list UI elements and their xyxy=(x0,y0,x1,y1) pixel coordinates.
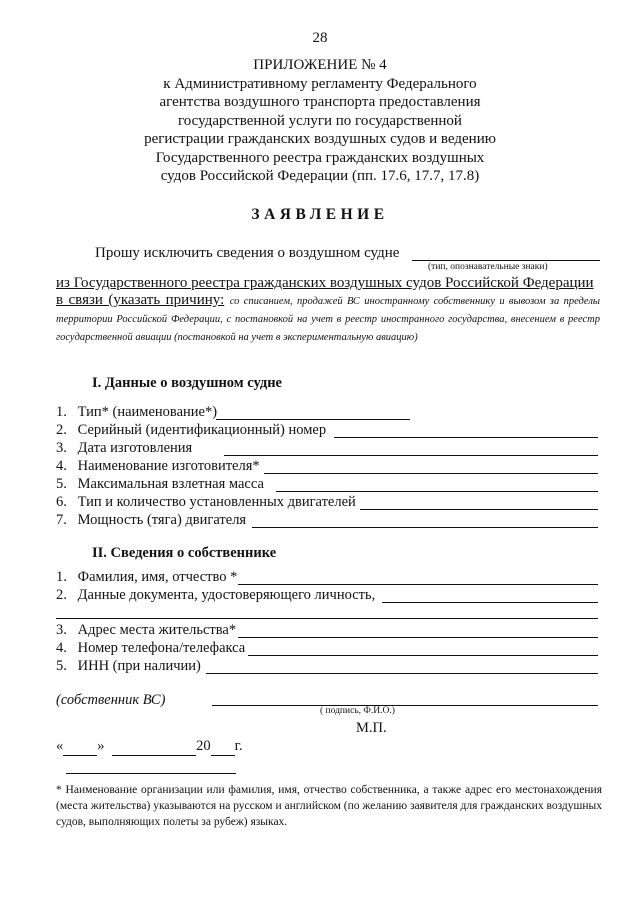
footnote-rule xyxy=(66,773,236,774)
serial-number-field[interactable] xyxy=(334,437,598,438)
reason-text: со списанием, продажей ВС иностранному собственнику и вывозом за пределы территории Российской Федерации, с постановкой на учет в реестр иностранного государства, внесением в реестр государственной авиации (постановкой на учет в экспериментальную авиацию) xyxy=(56,296,601,343)
aircraft-field-note: (тип, опознавательные знаки) xyxy=(428,262,548,272)
form-row: 1. Тип* (наименование*) xyxy=(56,404,218,420)
form-row: 4. Номер телефона/телефакса xyxy=(56,640,246,656)
section-owner-title: II. Сведения о собственнике xyxy=(92,545,277,561)
date-day-field[interactable] xyxy=(63,738,97,756)
appendix-header xyxy=(0,56,640,186)
reason-label: в связи (указать причину: xyxy=(56,292,225,308)
form-row: 1. Фамилия, имя, отчество * xyxy=(56,569,238,585)
identity-document-field[interactable] xyxy=(382,602,598,603)
date-month-field[interactable] xyxy=(112,738,196,756)
date-row: « » 20 г. xyxy=(56,738,243,754)
appendix-line: судов Российской Федерации (пп. 17.6, 17.7, 17.8) xyxy=(160,168,480,184)
owner-label: (собственник ВС) xyxy=(56,692,166,708)
stamp-label: М.П. xyxy=(356,720,387,736)
form-row: 5. ИНН (при наличии) xyxy=(56,658,201,674)
phone-field[interactable] xyxy=(248,655,598,656)
section-aircraft-title: I. Данные о воздушном судне xyxy=(92,375,282,391)
signature-note: ( подпись, Ф.И.О.) xyxy=(320,706,395,716)
form-row: 5. Максимальная взлетная масса xyxy=(56,476,264,492)
inn-field[interactable] xyxy=(206,673,598,674)
appendix-line: Государственного реестра гражданских воздушных xyxy=(155,149,485,166)
type-field[interactable] xyxy=(216,419,410,420)
form-row: 2. Серийный (идентификационный) номер xyxy=(56,422,327,438)
aircraft-field[interactable] xyxy=(412,260,600,261)
identity-document-field-continued[interactable] xyxy=(56,618,598,619)
form-row: 7. Мощность (тяга) двигателя xyxy=(56,512,247,528)
document-title: ЗАЯВЛЕНИЕ xyxy=(251,206,389,223)
engine-power-field[interactable] xyxy=(252,527,598,528)
max-takeoff-mass-field[interactable] xyxy=(276,491,598,492)
footnote: * Наименование организации или фамилия, имя, отчество собственника, а также адрес его местонахождения (места жительства) указываются на русском и английском (по желанию заявителя для гражданских воздушных судов, выполняющих полеты за рубеж) языках. xyxy=(56,784,602,828)
appendix-line: агентства воздушного транспорта предоставления xyxy=(159,94,481,110)
form-row: 2. Данные документа, удостоверяющего личность, xyxy=(56,587,376,603)
appendix-line: к Административному регламенту Федерального xyxy=(163,75,477,92)
appendix-line: регистрации гражданских воздушных судов и ведению xyxy=(144,131,496,147)
form-row: 6. Тип и количество установленных двигателей xyxy=(56,494,356,510)
form-row: 4. Наименование изготовителя* xyxy=(56,458,260,474)
reason-block xyxy=(56,292,600,346)
address-field[interactable] xyxy=(238,637,598,638)
appendix-title: ПРИЛОЖЕНИЕ № 4 xyxy=(253,57,387,73)
engines-field[interactable] xyxy=(360,509,598,510)
signature-field[interactable] xyxy=(212,705,598,706)
manufacturer-field[interactable] xyxy=(264,473,598,474)
form-row: 3. Дата изготовления xyxy=(56,440,193,456)
appendix-line: государственной услуги по государственной xyxy=(178,112,462,129)
manufacture-date-field[interactable] xyxy=(224,455,598,456)
date-year-field[interactable] xyxy=(211,738,235,756)
registry-line: из Государственного реестра гражданских воздушных судов Российской Федерации xyxy=(56,275,594,291)
page-number: 28 xyxy=(312,30,328,46)
form-row: 3. Адрес места жительства* xyxy=(56,622,237,638)
owner-name-field[interactable] xyxy=(238,584,598,585)
request-text: Прошу исключить сведения о воздушном судне xyxy=(95,245,400,261)
